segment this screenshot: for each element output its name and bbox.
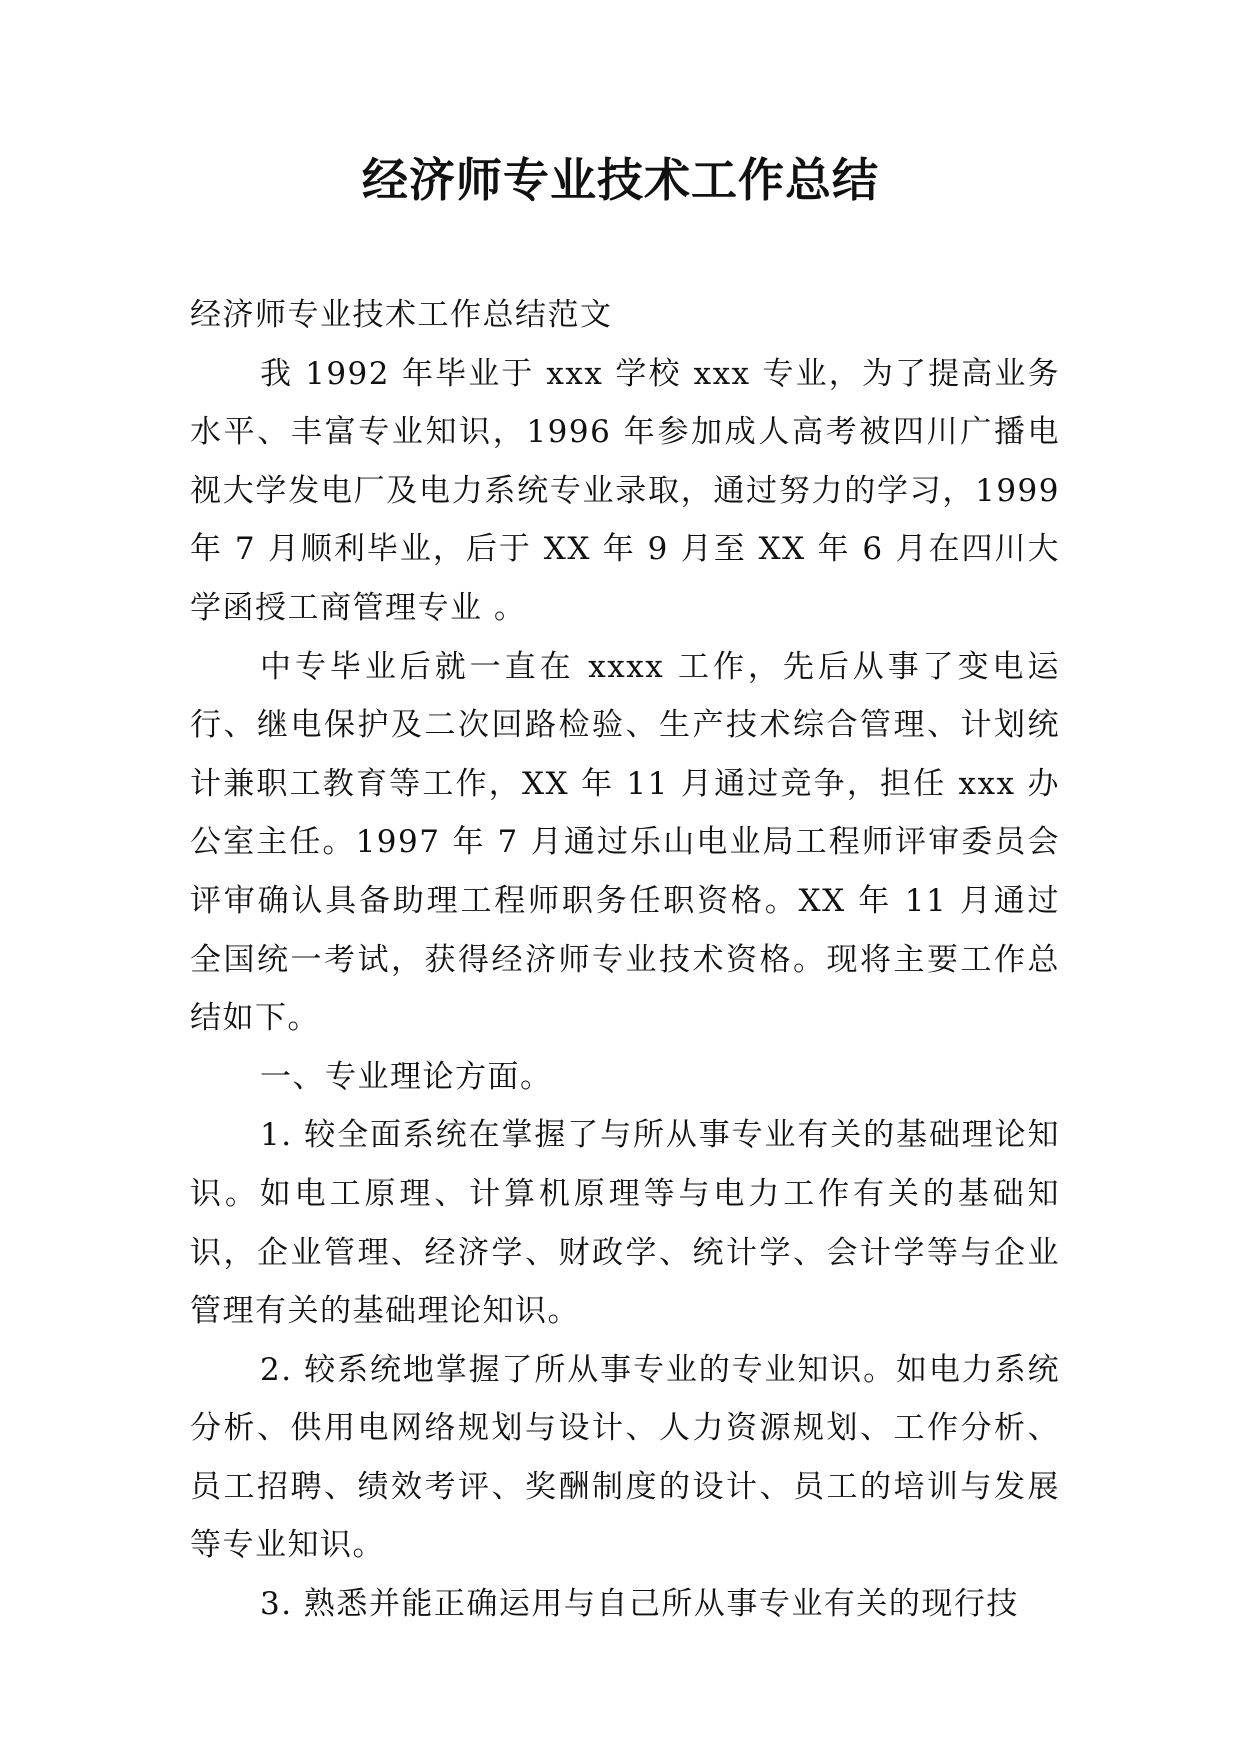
paragraph-work-history: 中专毕业后就一直在 xxxx 工作，先后从事了变电运行、继电保护及二次回路检验、生产技术综合管理、计划统计兼职工教育等工作，XX 年 11 月通过竞争，担任 xxx 办公室主任。1997 年 7 月通过乐山电业局工程师评审委员会评审确认具备助理工程师职务任职资格。XX 年 11 月通过全国统一考试，获得经济师专业技术资格。现将主要工作总结如下。 (190, 648, 1060, 1037)
paragraph-item-3: 3. 熟悉并能正确运用与自己所从事专业有关的现行技 (260, 1586, 1019, 1623)
paragraph-item-1: 1. 较全面系统在掌握了与所从事专业有关的基础理论知识。如电工原理、计算机原理等与电力工作有关的基础知识，企业管理、经济学、财政学、统计学、会计学等与企业管理有关的基础理论知识。 (190, 1117, 1060, 1330)
document-title: 经济师专业技术工作总结 (362, 153, 879, 207)
section-heading-theory: 一、专业理论方面。 (260, 1058, 553, 1095)
document-body (190, 286, 1060, 1634)
paragraph-item-2: 2. 较系统地掌握了所从事专业的专业知识。如电力系统分析、供用电网络规划与设计、人力资源规划、工作分析、员工招聘、绩效考评、奖酬制度的设计、员工的培训与发展等专业知识。 (190, 1351, 1060, 1564)
subtitle-line: 经济师专业技术工作总结范文 (190, 297, 613, 333)
paragraph-education: 我 1992 年毕业于 xxx 学校 xxx 专业，为了提高业务水平、丰富专业知识，1996 年参加成人高考被四川广播电视大学发电厂及电力系统专业录取，通过努力的学习，1999 年 7 月顺利毕业，后于 XX 年 9 月至 XX 年 6 月在四川大学函授工商管理专业 。 (190, 355, 1060, 626)
